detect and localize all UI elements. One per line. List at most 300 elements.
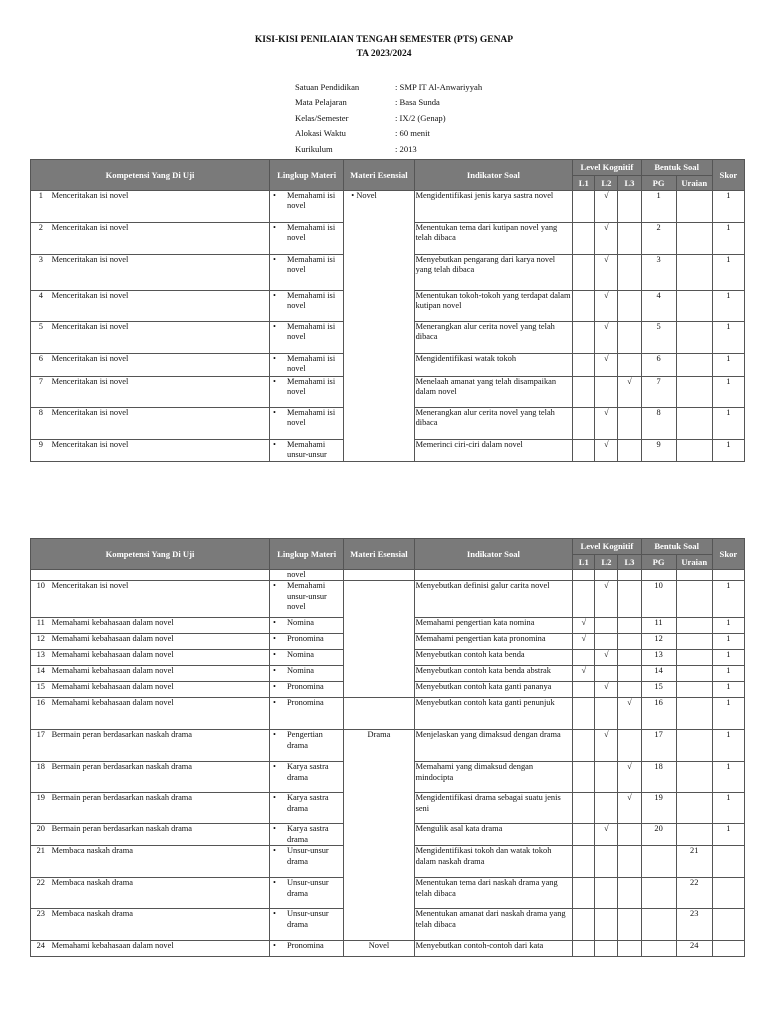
lingkup-cell: [270, 793, 344, 824]
meta-value: : 2013: [395, 143, 417, 154]
header-indikator: Indikator Soal: [414, 160, 573, 191]
check-mark: √: [604, 354, 609, 363]
kompetensi-cell: Menceritakan isi novel: [51, 408, 270, 440]
level-l1-cell: [573, 377, 595, 408]
level-l2-cell: [595, 322, 618, 354]
level-l3-cell: [618, 941, 641, 957]
header-l2: L2: [595, 176, 618, 191]
uraian-cell: [676, 354, 712, 377]
empty-cell: [573, 570, 595, 581]
bullet-mark: •: [273, 255, 276, 264]
check-mark: √: [604, 581, 609, 591]
level-l2-cell: [595, 730, 618, 762]
level-l2-cell: [595, 650, 618, 666]
header-pg: PG: [641, 555, 676, 570]
pg-cell: 5: [641, 322, 676, 354]
level-l3-cell: [618, 698, 641, 730]
skor-cell: 1: [712, 824, 744, 846]
lingkup-text: Pronomina: [287, 682, 324, 692]
document-subtitle: TA 2023/2024: [356, 49, 412, 59]
pg-cell: 8: [641, 408, 676, 440]
level-l1-cell: [573, 581, 595, 618]
meta-label: Satuan Pendidikan: [295, 82, 360, 92]
check-mark: √: [627, 793, 632, 803]
level-l1-cell: [573, 291, 595, 322]
level-l1-cell: [573, 440, 595, 462]
skor-cell: [712, 909, 744, 941]
kompetensi-cell: Bermain peran berdasarkan naskah drama: [51, 730, 270, 762]
pg-cell: 1: [641, 191, 676, 223]
kompetensi-cell: Menceritakan isi novel: [51, 223, 270, 255]
lingkup-text: Memahami isi novel: [287, 291, 336, 311]
meta-row: [295, 142, 482, 157]
bullet-mark: •: [273, 846, 276, 856]
table-row: [31, 581, 745, 618]
document-title: KISI-KISI PENILAIAN TENGAH SEMESTER (PTS) GENAP: [254, 35, 514, 45]
skor-cell: 1: [712, 354, 744, 377]
materi-esensial-cell: [344, 730, 414, 941]
pg-cell: 17: [641, 730, 676, 762]
level-l3-cell: [618, 824, 641, 846]
bullet-mark: •: [273, 878, 276, 888]
indikator-cell: Menyebutkan contoh-contoh dari kata: [414, 941, 573, 957]
lingkup-text: Pronomina: [287, 634, 324, 644]
lingkup-cell: [270, 634, 344, 650]
lingkup-text: Memahami isi novel: [287, 377, 336, 397]
level-l1-cell: [573, 824, 595, 846]
kompetensi-cell: Bermain peran berdasarkan naskah drama: [51, 824, 270, 846]
kompetensi-cell: Memahami kebahasaan dalam novel: [51, 698, 270, 730]
table-row: [31, 698, 745, 730]
row-number: 20: [31, 824, 51, 846]
bullet-mark: •: [273, 618, 276, 628]
kompetensi-cell: Menceritakan isi novel: [51, 581, 270, 618]
level-l1-cell: [573, 650, 595, 666]
skor-cell: 1: [712, 191, 744, 223]
uraian-cell: [676, 322, 712, 354]
indikator-cell: Menyebutkan contoh kata benda: [414, 650, 573, 666]
lingkup-cell: [270, 762, 344, 793]
kompetensi-cell: Membaca naskah drama: [51, 878, 270, 909]
level-l1-cell: [573, 846, 595, 878]
uraian-cell: [676, 650, 712, 666]
lingkup-cell: [270, 570, 344, 581]
header-l1: L1: [573, 555, 595, 570]
level-l1-cell: [573, 682, 595, 698]
lingkup-cell: [270, 322, 344, 354]
level-l1-cell: [573, 618, 595, 634]
materi-esensial-label: Drama: [367, 730, 391, 740]
row-number: 23: [31, 909, 51, 941]
check-mark: √: [627, 698, 632, 708]
check-mark: √: [604, 440, 609, 449]
row-number: 15: [31, 682, 51, 698]
lingkup-text: Unsur-unsur drama: [287, 909, 329, 929]
skor-cell: 1: [712, 291, 744, 322]
pg-cell: 18: [641, 762, 676, 793]
lingkup-cell: [270, 191, 344, 223]
check-mark: √: [604, 824, 609, 834]
row-number: 4: [31, 291, 51, 322]
bullet-mark: •: [273, 793, 276, 803]
skor-cell: 1: [712, 223, 744, 255]
level-l2-cell: [595, 440, 618, 462]
indikator-cell: Menentukan tema dari naskah drama yang telah dibaca: [414, 878, 573, 909]
level-l1-cell: [573, 909, 595, 941]
lingkup-text: Unsur-unsur drama: [287, 878, 329, 898]
pg-cell: 6: [641, 354, 676, 377]
level-l3-cell: [618, 191, 641, 223]
level-l1-cell: [573, 354, 595, 377]
level-l2-cell: [595, 793, 618, 824]
lingkup-cell: [270, 618, 344, 634]
table-row: [31, 191, 745, 223]
lingkup-cell: [270, 440, 344, 462]
lingkup-text: Memahami isi novel: [287, 408, 336, 428]
level-l3-cell: [618, 730, 641, 762]
header-materi: Materi Esensial: [344, 160, 414, 191]
uraian-cell: [676, 255, 712, 291]
continuation-row: [31, 570, 745, 581]
lingkup-cell: [270, 698, 344, 730]
level-l1-cell: [573, 191, 595, 223]
pg-cell: 11: [641, 618, 676, 634]
uraian-cell: [676, 730, 712, 762]
uraian-cell: 24: [676, 941, 712, 957]
lingkup-cell: [270, 581, 344, 618]
level-l1-cell: [573, 666, 595, 682]
skor-cell: 1: [712, 440, 744, 462]
skor-cell: 1: [712, 762, 744, 793]
bullet-mark: •: [273, 354, 276, 363]
check-mark: √: [604, 255, 609, 264]
bullet-mark: •: [351, 191, 355, 200]
level-l3-cell: [618, 354, 641, 377]
meta-value: : 60 menit: [395, 128, 430, 139]
skor-cell: 1: [712, 730, 744, 762]
level-l2-cell: [595, 191, 618, 223]
indikator-cell: Menyebutkan contoh kata benda abstrak: [414, 666, 573, 682]
level-l3-cell: [618, 322, 641, 354]
level-l2-cell: [595, 698, 618, 730]
uraian-cell: [676, 634, 712, 650]
header-bentuk: Bentuk Soal: [641, 539, 712, 555]
pg-cell: 9: [641, 440, 676, 462]
bullet-mark: •: [273, 581, 276, 591]
level-l2-cell: [595, 878, 618, 909]
row-number: 19: [31, 793, 51, 824]
level-l1-cell: [573, 322, 595, 354]
check-mark: √: [581, 666, 587, 676]
level-l2-cell: [595, 408, 618, 440]
lingkup-cell: [270, 824, 344, 846]
level-l3-cell: [618, 650, 641, 666]
lingkup-text: Pengertian drama: [287, 730, 323, 750]
row-number: 8: [31, 408, 51, 440]
indikator-cell: Memerinci ciri-ciri dalam novel: [414, 440, 573, 462]
kompetensi-cell: Menceritakan isi novel: [51, 255, 270, 291]
lingkup-text: Nomina: [287, 666, 314, 676]
uraian-cell: [676, 191, 712, 223]
level-l3-cell: [618, 682, 641, 698]
bullet-mark: •: [273, 377, 276, 386]
lingkup-continuation: novel: [287, 570, 306, 579]
pg-cell: 13: [641, 650, 676, 666]
bullet-mark: •: [273, 941, 276, 951]
level-l2-cell: [595, 666, 618, 682]
level-l1-cell: [573, 762, 595, 793]
check-mark: √: [627, 377, 632, 386]
bullet-mark: •: [273, 909, 276, 919]
lingkup-cell: [270, 377, 344, 408]
skor-cell: 1: [712, 322, 744, 354]
header-lingkup: Lingkup Materi: [270, 539, 344, 570]
indikator-cell: Memahami pengertian kata nomina: [414, 618, 573, 634]
bullet-mark: •: [273, 408, 276, 417]
uraian-cell: [676, 698, 712, 730]
indikator-cell: Mengulik asal kata drama: [414, 824, 573, 846]
indikator-cell: Mengidentifikasi watak tokoh: [414, 354, 573, 377]
level-l3-cell: [618, 377, 641, 408]
level-l3-cell: [618, 909, 641, 941]
bullet-mark: •: [273, 730, 276, 740]
skor-cell: 1: [712, 666, 744, 682]
bullet-mark: •: [273, 223, 276, 232]
skor-cell: [712, 846, 744, 878]
pg-cell: 10: [641, 581, 676, 618]
level-l2-cell: [595, 634, 618, 650]
kompetensi-cell: Menceritakan isi novel: [51, 354, 270, 377]
lingkup-text: Karya sastra drama: [287, 824, 329, 844]
row-number: 22: [31, 878, 51, 909]
check-mark: √: [627, 762, 632, 772]
skor-cell: 1: [712, 650, 744, 666]
level-l1-cell: [573, 408, 595, 440]
uraian-cell: [676, 682, 712, 698]
lingkup-cell: [270, 223, 344, 255]
indikator-cell: Menyebutkan contoh kata ganti penunjuk: [414, 698, 573, 730]
uraian-cell: 21: [676, 846, 712, 878]
row-number: 16: [31, 698, 51, 730]
lingkup-cell: [270, 878, 344, 909]
level-l3-cell: [618, 666, 641, 682]
header-kompetensi: Kompetensi Yang Di Uji: [31, 539, 270, 570]
materi-esensial-label: Novel: [356, 191, 377, 200]
level-l2-cell: [595, 909, 618, 941]
lingkup-cell: [270, 291, 344, 322]
pg-cell: [641, 909, 676, 941]
table-row: [31, 730, 745, 762]
level-l2-cell: [595, 941, 618, 957]
header-level: Level Kognitif: [573, 160, 641, 176]
header-indikator: Indikator Soal: [414, 539, 573, 570]
check-mark: √: [604, 730, 609, 740]
lingkup-cell: [270, 354, 344, 377]
materi-esensial-cell: Novel: [344, 941, 414, 957]
skor-cell: 1: [712, 255, 744, 291]
pg-cell: 16: [641, 698, 676, 730]
header-kompetensi: Kompetensi Yang Di Uji: [31, 160, 270, 191]
check-mark: √: [604, 291, 609, 300]
bullet-mark: •: [273, 634, 276, 644]
row-number: 21: [31, 846, 51, 878]
uraian-cell: [676, 377, 712, 408]
pg-cell: [641, 846, 676, 878]
row-number: 18: [31, 762, 51, 793]
lingkup-text: Unsur-unsur drama: [287, 846, 329, 866]
empty-cell: [618, 570, 641, 581]
row-number: 13: [31, 650, 51, 666]
lingkup-text: Pronomina: [287, 941, 324, 951]
kompetensi-cell: Memahami kebahasaan dalam novel: [51, 941, 270, 957]
kompetensi-cell: Menceritakan isi novel: [51, 322, 270, 354]
level-l2-cell: [595, 762, 618, 793]
level-l1-cell: [573, 634, 595, 650]
header-skor: Skor: [712, 539, 744, 570]
skor-cell: [712, 878, 744, 909]
kompetensi-cell: Memahami kebahasaan dalam novel: [51, 666, 270, 682]
uraian-cell: [676, 408, 712, 440]
meta-label: Mata Pelajaran: [295, 97, 347, 108]
row-number: 5: [31, 322, 51, 354]
meta-row: [295, 95, 482, 110]
header-l2: L2: [595, 555, 618, 570]
pg-cell: 4: [641, 291, 676, 322]
lingkup-text: Karya sastra drama: [287, 762, 329, 782]
bullet-mark: •: [273, 824, 276, 834]
row-number: 24: [31, 941, 51, 957]
lingkup-cell: [270, 730, 344, 762]
header-l3: L3: [618, 555, 641, 570]
bullet-mark: •: [273, 666, 276, 676]
lingkup-cell: [270, 650, 344, 666]
kompetensi-cell: Menceritakan isi novel: [51, 440, 270, 462]
level-l2-cell: [595, 291, 618, 322]
header-level: Level Kognitif: [573, 539, 641, 555]
level-l2-cell: [595, 255, 618, 291]
indikator-cell: Menentukan tokoh-tokoh yang terdapat dalam kutipan novel: [414, 291, 573, 322]
level-l1-cell: [573, 730, 595, 762]
row-number: 10: [31, 581, 51, 618]
materi-esensial-cell: [344, 191, 414, 462]
check-mark: √: [604, 682, 609, 692]
level-l2-cell: [595, 846, 618, 878]
lingkup-cell: [270, 255, 344, 291]
pg-cell: 2: [641, 223, 676, 255]
indikator-cell: Menyebutkan contoh kata ganti pananya: [414, 682, 573, 698]
materi-esensial-text: [345, 191, 377, 200]
header-materi: Materi Esensial: [344, 539, 414, 570]
bullet-mark: •: [273, 322, 276, 331]
header-pg: PG: [641, 176, 676, 191]
pg-cell: [641, 878, 676, 909]
skor-cell: 1: [712, 581, 744, 618]
level-l3-cell: [618, 408, 641, 440]
header-skor: Skor: [712, 160, 744, 191]
lingkup-cell: [270, 408, 344, 440]
skor-cell: 1: [712, 377, 744, 408]
kompetensi-cell: Memahami kebahasaan dalam novel: [51, 682, 270, 698]
row-number: 7: [31, 377, 51, 408]
kompetensi-cell: Membaca naskah drama: [51, 909, 270, 941]
check-mark: √: [604, 223, 609, 232]
meta-value: : IX/2 (Genap): [395, 112, 446, 123]
meta-value: : Basa Sunda: [395, 97, 440, 108]
skor-cell: 1: [712, 682, 744, 698]
check-mark: √: [581, 618, 587, 628]
check-mark: √: [604, 191, 609, 200]
header-l3: L3: [618, 176, 641, 191]
empty-cell: [641, 570, 676, 581]
kompetensi-cell: [51, 570, 270, 581]
level-l3-cell: [618, 634, 641, 650]
row-number: 1: [31, 191, 51, 223]
skor-cell: [712, 941, 744, 957]
level-l2-cell: [595, 223, 618, 255]
identity-block: [295, 80, 482, 157]
pg-cell: [641, 941, 676, 957]
bullet-mark: •: [273, 762, 276, 772]
meta-row: [295, 80, 482, 95]
kompetensi-cell: Menceritakan isi novel: [51, 191, 270, 223]
indikator-cell: Memahami yang dimaksud dengan mindocipta: [414, 762, 573, 793]
kompetensi-cell: Memahami kebahasaan dalam novel: [51, 634, 270, 650]
meta-label: Kurikulum: [295, 143, 333, 154]
row-number: 3: [31, 255, 51, 291]
level-l3-cell: [618, 618, 641, 634]
level-l2-cell: [595, 581, 618, 618]
empty-cell: [344, 570, 414, 581]
uraian-cell: [676, 666, 712, 682]
header-uraian: Uraian: [676, 555, 712, 570]
level-l3-cell: [618, 440, 641, 462]
level-l3-cell: [618, 793, 641, 824]
materi-esensial-cell: [344, 698, 414, 730]
lingkup-text: Pronomina: [287, 698, 324, 708]
kompetensi-cell: Membaca naskah drama: [51, 846, 270, 878]
level-l3-cell: [618, 291, 641, 322]
indikator-cell: Memahami pengertian kata pronomina: [414, 634, 573, 650]
indikator-cell: Menentukan amanat dari naskah drama yang telah dibaca: [414, 909, 573, 941]
bullet-mark: •: [273, 191, 276, 200]
indikator-cell: Menentukan tema dari kutipan novel yang telah dibaca: [414, 223, 573, 255]
level-l2-cell: [595, 618, 618, 634]
level-l1-cell: [573, 941, 595, 957]
row-number: 17: [31, 730, 51, 762]
lingkup-text: Nomina: [287, 618, 314, 628]
level-l1-cell: [573, 878, 595, 909]
indikator-cell: Menyebutkan pengarang dari karya novel yang telah dibaca: [414, 255, 573, 291]
uraian-cell: 22: [676, 878, 712, 909]
lingkup-cell: [270, 666, 344, 682]
meta-label: Kelas/Semester: [295, 112, 349, 123]
level-l3-cell: [618, 846, 641, 878]
lingkup-text: Memahami isi novel: [287, 255, 336, 275]
level-l3-cell: [618, 762, 641, 793]
lingkup-text: Memahami unsur-unsur novel: [287, 581, 327, 612]
row-number: 12: [31, 634, 51, 650]
uraian-cell: [676, 824, 712, 846]
header-bentuk: Bentuk Soal: [641, 160, 712, 176]
uraian-cell: [676, 762, 712, 793]
row-number: 14: [31, 666, 51, 682]
empty-cell: [414, 570, 573, 581]
kisi-table-page-2: [30, 538, 745, 957]
lingkup-text: Memahami isi novel: [287, 354, 336, 374]
row-number: [31, 570, 51, 581]
empty-cell: [676, 570, 712, 581]
skor-cell: 1: [712, 793, 744, 824]
